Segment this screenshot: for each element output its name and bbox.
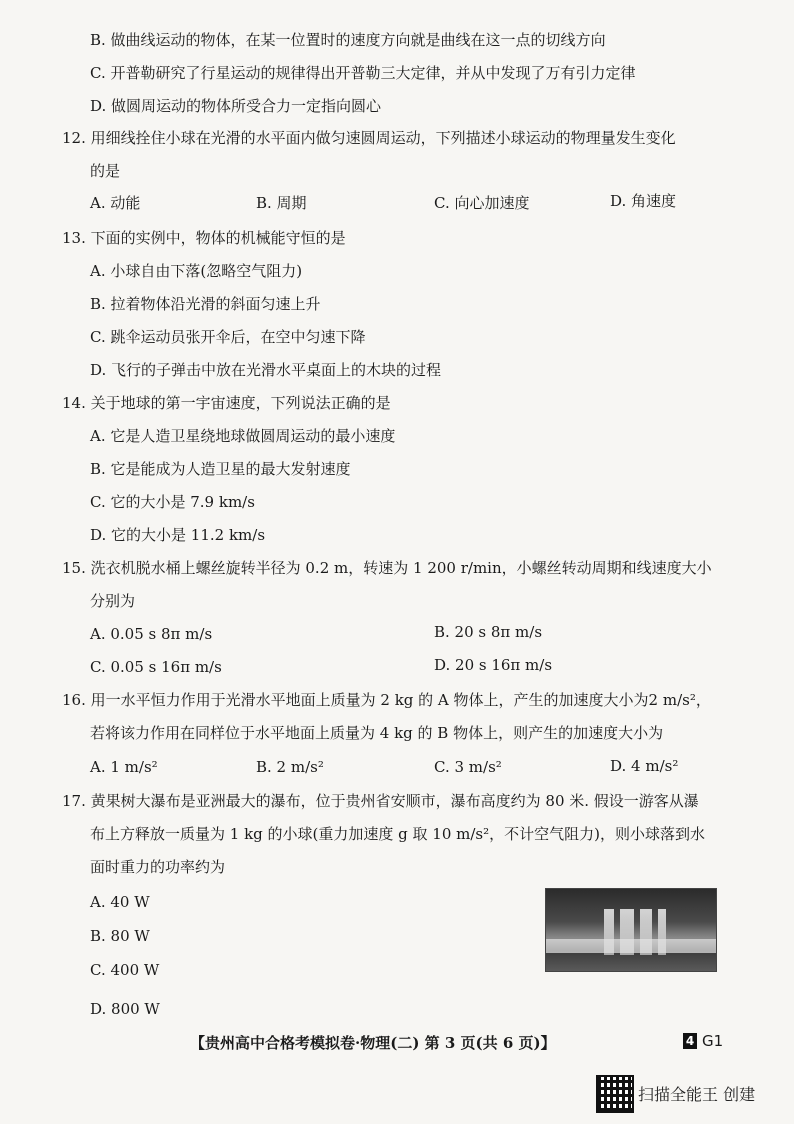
page-footer: 【贵州高中合格考模拟卷·物理(二) 第 3 页(共 6 页)】 [190,1034,556,1052]
question-15-stem-cont: 分别为 [90,592,136,610]
question-13-option-d: D. 飞行的子弹击中放在光滑水平桌面上的木块的过程 [90,361,442,379]
question-17-stem: 17. 黄果树大瀑布是亚洲最大的瀑布，位于贵州省安顺市，瀑布高度约为 80 米. 假设一游客从瀑 [62,792,699,810]
question-12-option-c: C. 向心加速度 [434,194,530,212]
question-12-stem-cont: 的是 [90,162,121,180]
question-12-option-d: D. 角速度 [610,192,677,210]
question-16-stem-cont: 若将该力作用在同样位于水平地面上质量为 4 kg 的 B 物体上，则产生的加速度大小为 [90,724,664,742]
question-13-option-c: C. 跳伞运动员张开伞后，在空中匀速下降 [90,328,366,346]
question-17-option-b: B. 80 W [90,927,150,945]
question-14-option-b: B. 它是能成为人造卫星的最大发射速度 [90,460,351,478]
question-13-option-a: A. 小球自由下落(忽略空气阻力) [90,262,303,280]
question-14-option-d: D. 它的大小是 11.2 km/s [90,526,266,544]
question-16-option-c: C. 3 m/s² [434,758,502,776]
question-12-option-b: B. 周期 [256,194,307,212]
footer-code: G1 [702,1032,724,1050]
line-11D: D. 做圆周运动的物体所受合力一定指向圆心 [90,97,382,115]
question-16-option-b: B. 2 m/s² [256,758,324,776]
waterfall-photo [545,888,717,972]
question-14-stem: 14. 关于地球的第一宇宙速度，下列说法正确的是 [62,394,391,412]
footer-badge: 4 [683,1033,697,1049]
question-17-option-d: D. 800 W [90,1000,160,1018]
question-15-option-d: D. 20 s 16π m/s [434,656,553,674]
question-13-stem: 13. 下面的实例中，物体的机械能守恒的是 [62,229,346,247]
question-16-option-d: D. 4 m/s² [610,757,679,775]
question-12-stem: 12. 用细线拴住小球在光滑的水平面内做匀速圆周运动，下列描述小球运动的物理量发生变化 [62,129,676,147]
question-12-option-a: A. 动能 [90,194,141,212]
scanner-watermark: 扫描全能王 创建 [638,1085,756,1104]
question-16-option-a: A. 1 m/s² [90,758,158,776]
question-15-stem: 15. 洗衣机脱水桶上螺丝旋转半径为 0.2 m，转速为 1 200 r/min，小螺丝转动周期和线速度大小 [62,559,712,577]
question-15-option-c: C. 0.05 s 16π m/s [90,658,222,676]
question-15-option-b: B. 20 s 8π m/s [434,623,543,641]
question-17-stem-cont1: 布上方释放一质量为 1 kg 的小球(重力加速度 g 取 10 m/s²，不计空气阻力)，则小球落到水 [90,825,705,843]
question-16-stem: 16. 用一水平恒力作用于光滑水平地面上质量为 2 kg 的 A 物体上，产生的加速度大小为2 m/s²， [62,691,711,709]
question-14-option-c: C. 它的大小是 7.9 km/s [90,493,255,511]
line-11B: B. 做曲线运动的物体，在某一位置时的速度方向就是曲线在这一点的切线方向 [90,31,606,49]
line-11C: C. 开普勒研究了行星运动的规律得出开普勒三大定律，并从中发现了万有引力定律 [90,64,636,82]
qr-code-icon [596,1075,634,1113]
question-15-option-a: A. 0.05 s 8π m/s [90,625,213,643]
question-17-stem-cont2: 面时重力的功率约为 [90,858,226,876]
question-17-option-c: C. 400 W [90,961,160,979]
question-14-option-a: A. 它是人造卫星绕地球做圆周运动的最小速度 [90,427,396,445]
question-17-option-a: A. 40 W [90,893,150,911]
question-13-option-b: B. 拉着物体沿光滑的斜面匀速上升 [90,295,321,313]
